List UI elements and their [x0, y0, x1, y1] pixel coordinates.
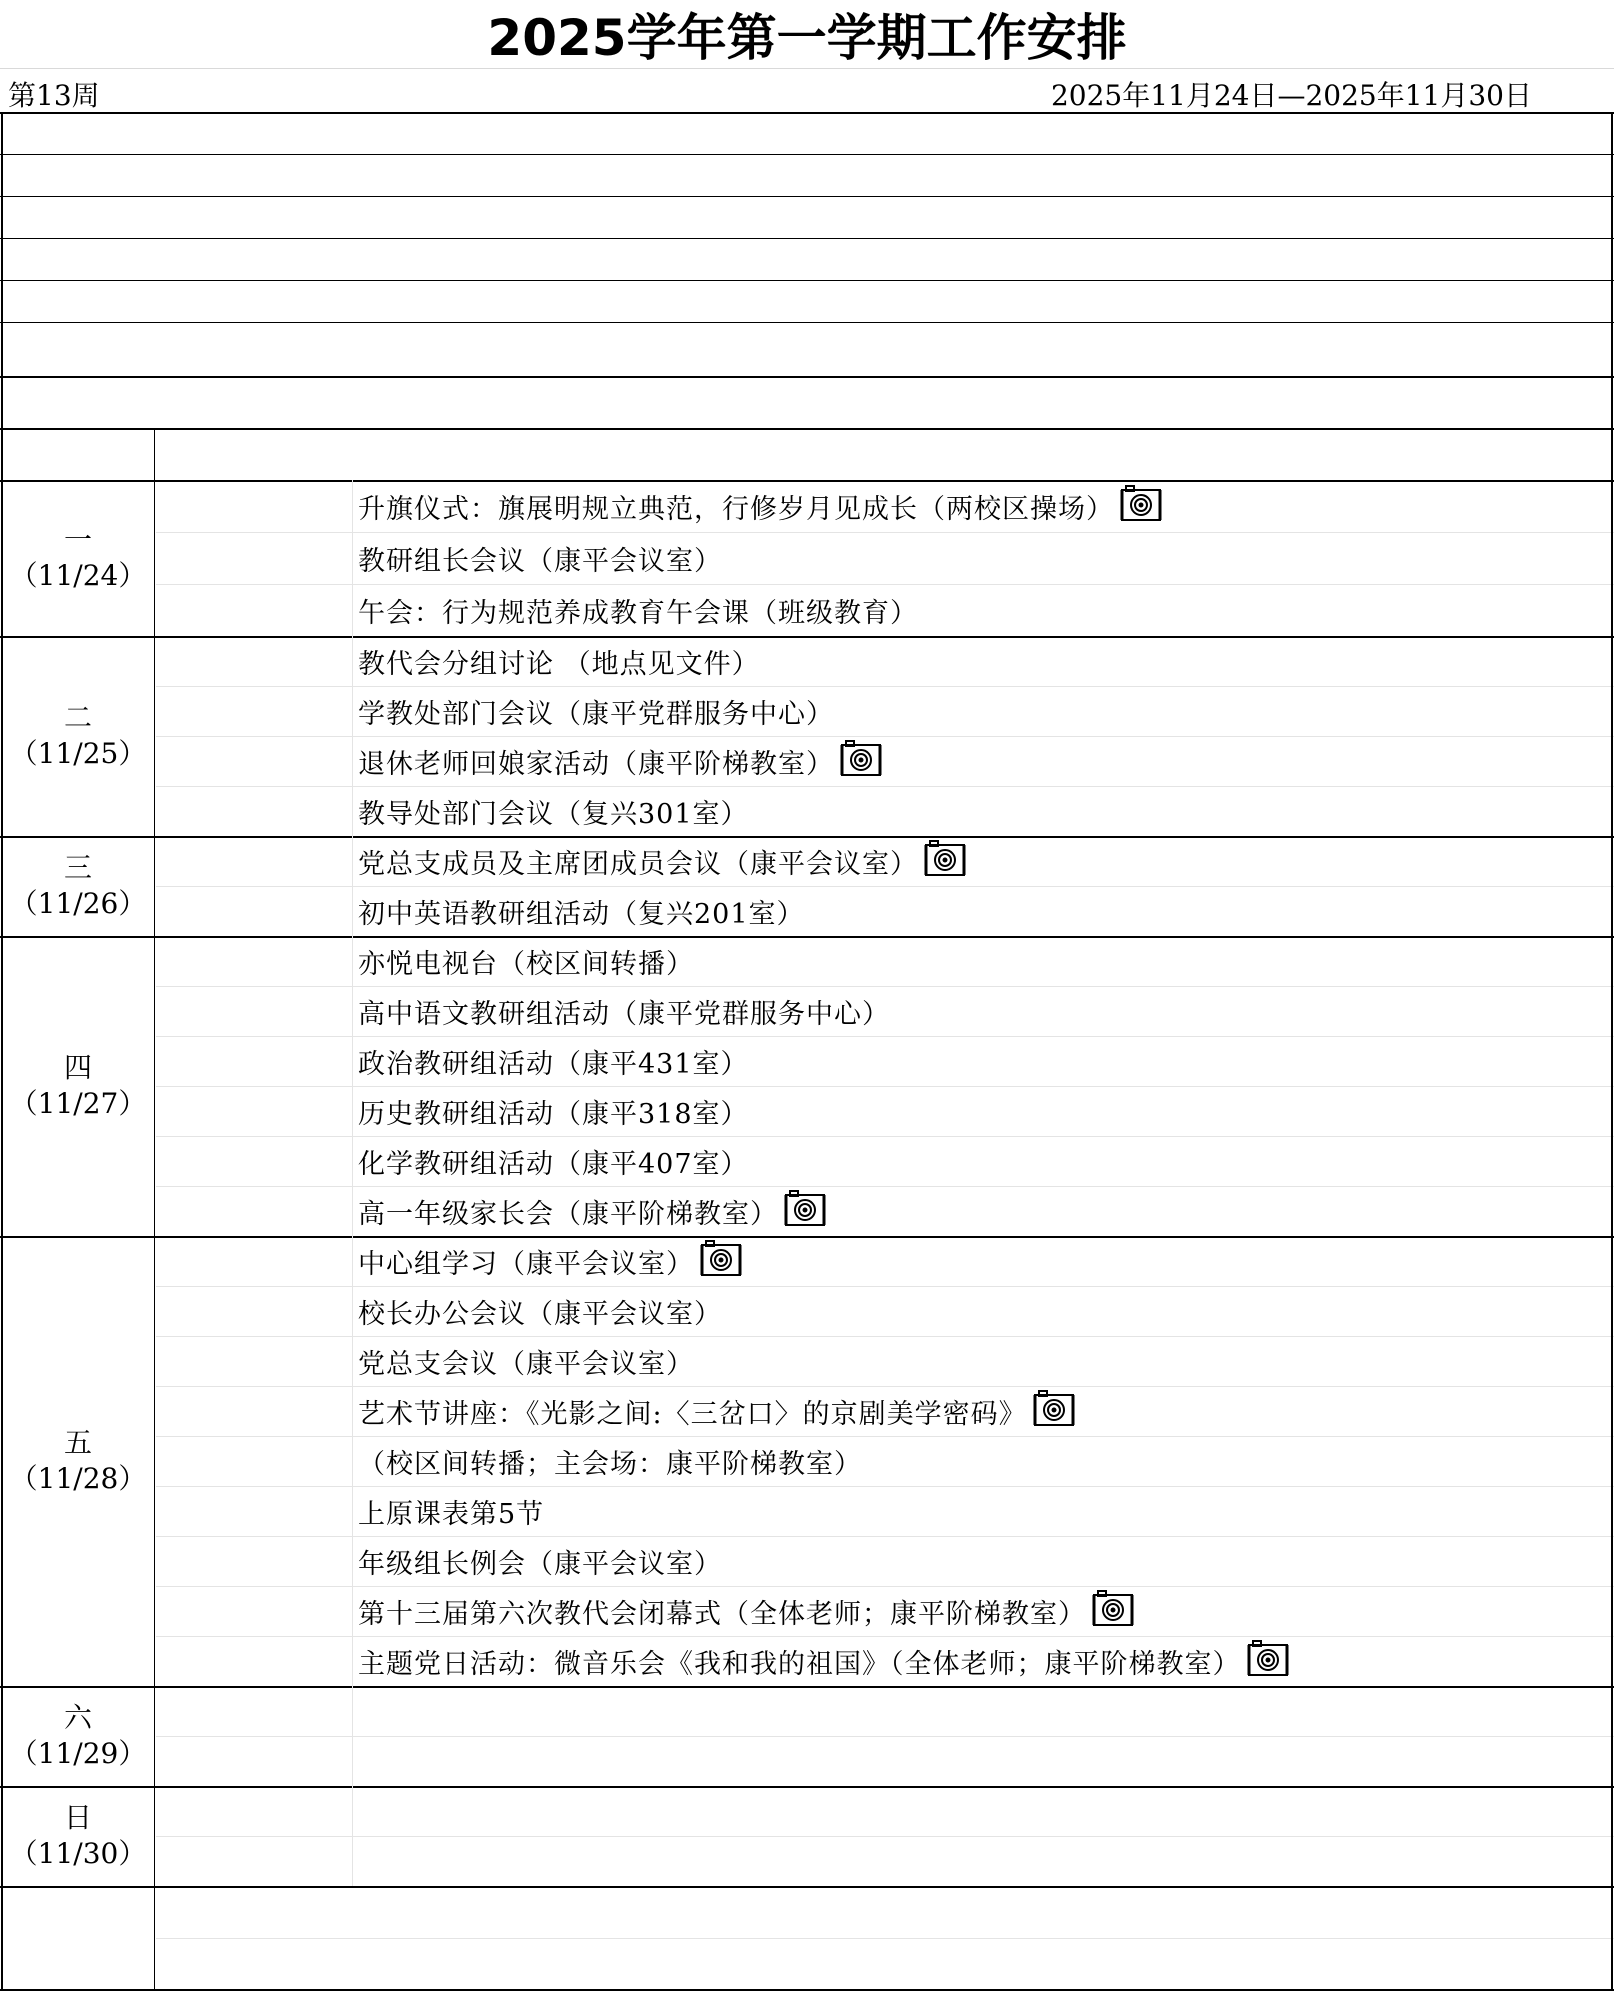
content-text: 校长办公会议（康平会议室）: [358, 1298, 722, 1330]
important-work-heading: [0, 112, 1614, 154]
time-cell: [156, 1036, 352, 1086]
content-text: 党总支会议（康平会议室）: [358, 1348, 694, 1380]
day-date: （11/26）: [9, 887, 147, 920]
column-divider: [1, 112, 3, 1990]
page-title: 2025学年第一学期工作安排: [487, 9, 1127, 67]
content-text: 历史教研组活动（康平318室）: [358, 1098, 749, 1130]
content-cell: [358, 786, 1608, 836]
row-divider: [156, 1586, 1614, 1587]
row-divider: [156, 886, 1614, 887]
content-text: 初中英语教研组活动（复兴201室）: [358, 898, 805, 930]
time-cell: [156, 636, 352, 686]
time-cell: [156, 1336, 352, 1386]
content-cell: [358, 1286, 1608, 1336]
time-cell: [156, 1586, 352, 1636]
day-name: 五: [63, 1426, 92, 1459]
content-text: 高中语文教研组活动（康平党群服务中心）: [358, 998, 890, 1030]
time-cell: [156, 1686, 352, 1736]
content-cell: [358, 1086, 1608, 1136]
content-cell: [358, 1436, 1608, 1486]
content-cell: [358, 1736, 1608, 1786]
date-range: 2025年11月24日—2025年11月30日: [1050, 79, 1532, 112]
content-text: 退休老师回娘家活动（康平阶梯教室）: [358, 748, 834, 780]
time-cell: [156, 836, 352, 886]
day-name: 一: [63, 523, 92, 556]
content-cell: [358, 1486, 1608, 1536]
content-text: 教代会分组讨论 （地点见文件）: [358, 648, 760, 680]
time-cell: [156, 1286, 352, 1336]
camera-icon: [922, 839, 968, 884]
time-cell: [156, 1186, 352, 1236]
row-divider: [156, 1938, 1614, 1939]
time-cell: [156, 1236, 352, 1286]
time-cell: [156, 480, 352, 532]
day-cell: [2, 480, 154, 636]
time-cell: [156, 1636, 352, 1686]
content-cell: [358, 532, 1608, 584]
important-work-item: [7, 322, 1607, 376]
day-cell: [2, 836, 154, 936]
camera-icon: [1245, 1639, 1291, 1684]
week-info-bar: [0, 68, 1614, 112]
schedule-sheet: [0, 111, 1614, 1990]
day-name: 三: [63, 851, 92, 884]
time-cell: [156, 1836, 352, 1886]
content-text: 高一年级家长会（康平阶梯教室）: [358, 1198, 778, 1230]
row-divider: [156, 986, 1614, 987]
important-work-item: [7, 154, 1607, 196]
day-cell: [2, 1786, 154, 1886]
content-text: 午会：行为规范养成教育午会课（班级教育）: [358, 597, 918, 629]
column-divider: [352, 480, 353, 1886]
content-text: 亦悦电视台（校区间转播）: [358, 948, 694, 980]
time-cell: [156, 584, 352, 636]
day-name: 二: [63, 701, 92, 734]
content-cell: [358, 1586, 1608, 1636]
column-header-time: [156, 428, 386, 480]
camera-icon: [1090, 1589, 1136, 1634]
day-date: （11/30）: [9, 1837, 147, 1870]
time-cell: [156, 886, 352, 936]
content-cell: [358, 584, 1608, 636]
content-cell: [358, 1636, 1608, 1686]
content-text: （校区间转播；主会场：康平阶梯教室）: [358, 1448, 862, 1480]
time-cell: [156, 532, 352, 584]
content-text: 教研组长会议（康平会议室）: [358, 545, 722, 577]
content-cell: [358, 636, 1608, 686]
day-name: 四: [63, 1051, 92, 1084]
camera-icon: [698, 1239, 744, 1284]
content-text: 上原课表第5节: [358, 1498, 545, 1530]
day-date: （11/24）: [9, 559, 147, 592]
content-cell: [358, 1786, 1608, 1836]
content-cell: [358, 1836, 1608, 1886]
time-cell: [156, 786, 352, 836]
day-date: （11/25）: [9, 737, 147, 770]
content-cell: [358, 736, 1608, 786]
content-cell: [358, 886, 1608, 936]
content-cell: [358, 1186, 1608, 1236]
important-work-item: [7, 196, 1607, 238]
content-cell: [358, 1686, 1608, 1736]
content-cell: [358, 480, 1608, 532]
row-divider: [156, 532, 1614, 533]
row-divider: [156, 1086, 1614, 1087]
week-number: 第13周: [8, 79, 100, 112]
column-header-date: [2, 428, 154, 480]
content-cell: [358, 936, 1608, 986]
important-work-item: [7, 280, 1607, 322]
content-cell: [358, 836, 1608, 886]
camera-icon: [838, 739, 884, 784]
content-cell: [358, 1336, 1608, 1386]
schedule-heading: [0, 376, 1614, 428]
remarks-label: [2, 1886, 154, 1990]
time-cell: [156, 1536, 352, 1586]
content-text: 化学教研组活动（康平407室）: [358, 1148, 749, 1180]
time-cell: [156, 986, 352, 1036]
camera-icon: [1118, 484, 1164, 529]
day-date: （11/29）: [9, 1737, 147, 1770]
row-divider: [156, 1736, 1614, 1737]
row-divider: [156, 736, 1614, 737]
content-text: 第十三届第六次教代会闭幕式（全体老师；康平阶梯教室）: [358, 1598, 1086, 1630]
day-cell: [2, 1236, 154, 1686]
row-divider: [156, 1186, 1614, 1187]
row-divider: [156, 584, 1614, 585]
day-cell: [2, 636, 154, 836]
time-cell: [156, 1436, 352, 1486]
time-cell: [156, 1786, 352, 1836]
content-cell: [358, 1536, 1608, 1586]
time-cell: [156, 1486, 352, 1536]
time-cell: [156, 686, 352, 736]
content-cell: [358, 1386, 1608, 1436]
time-cell: [156, 1386, 352, 1436]
row-divider: [0, 1989, 1614, 1991]
content-cell: [358, 1236, 1608, 1286]
day-date: （11/28）: [9, 1462, 147, 1495]
important-work-item: [7, 238, 1607, 280]
column-divider: [1611, 112, 1613, 1990]
day-date: （11/27）: [9, 1087, 147, 1120]
row-divider: [156, 1036, 1614, 1037]
day-name: 日: [63, 1801, 92, 1834]
time-cell: [156, 1136, 352, 1186]
row-divider: [156, 686, 1614, 687]
column-header-content: [358, 428, 758, 480]
remarks-line: [160, 1938, 1600, 1990]
content-text: 中心组学习（康平会议室）: [358, 1248, 694, 1280]
content-text: 党总支成员及主席团成员会议（康平会议室）: [358, 848, 918, 880]
remarks-line: [160, 1886, 1600, 1938]
column-divider: [154, 428, 155, 1990]
row-divider: [156, 1436, 1614, 1437]
content-text: 主题党日活动：微音乐会《我和我的祖国》（全体老师；康平阶梯教室）: [358, 1648, 1241, 1680]
row-divider: [156, 1336, 1614, 1337]
day-name: 六: [63, 1701, 92, 1734]
content-text: 政治教研组活动（康平431室）: [358, 1048, 749, 1080]
content-text: 年级组长例会（康平会议室）: [358, 1548, 722, 1580]
content-cell: [358, 686, 1608, 736]
content-cell: [358, 1136, 1608, 1186]
time-cell: [156, 1086, 352, 1136]
camera-icon: [1031, 1389, 1077, 1434]
content-text: 艺术节讲座：《光影之间:〈三岔口〉的京剧美学密码》: [358, 1398, 1027, 1430]
content-cell: [358, 1036, 1608, 1086]
time-cell: [156, 1736, 352, 1786]
camera-icon: [782, 1189, 828, 1234]
row-divider: [156, 1486, 1614, 1487]
row-divider: [156, 786, 1614, 787]
row-divider: [156, 1636, 1614, 1637]
content-text: 教导处部门会议（复兴301室）: [358, 798, 749, 830]
row-divider: [156, 1836, 1614, 1837]
row-divider: [156, 1136, 1614, 1137]
day-cell: [2, 1686, 154, 1786]
time-cell: [156, 936, 352, 986]
row-divider: [156, 1286, 1614, 1287]
row-divider: [156, 1386, 1614, 1387]
row-divider: [156, 1536, 1614, 1537]
day-cell: [2, 936, 154, 1236]
content-text: 升旗仪式：旗展明规立典范，行修岁月见成长（两校区操场）: [358, 493, 1114, 525]
content-cell: [358, 986, 1608, 1036]
content-text: 学教处部门会议（康平党群服务中心）: [358, 698, 834, 730]
time-cell: [156, 736, 352, 786]
